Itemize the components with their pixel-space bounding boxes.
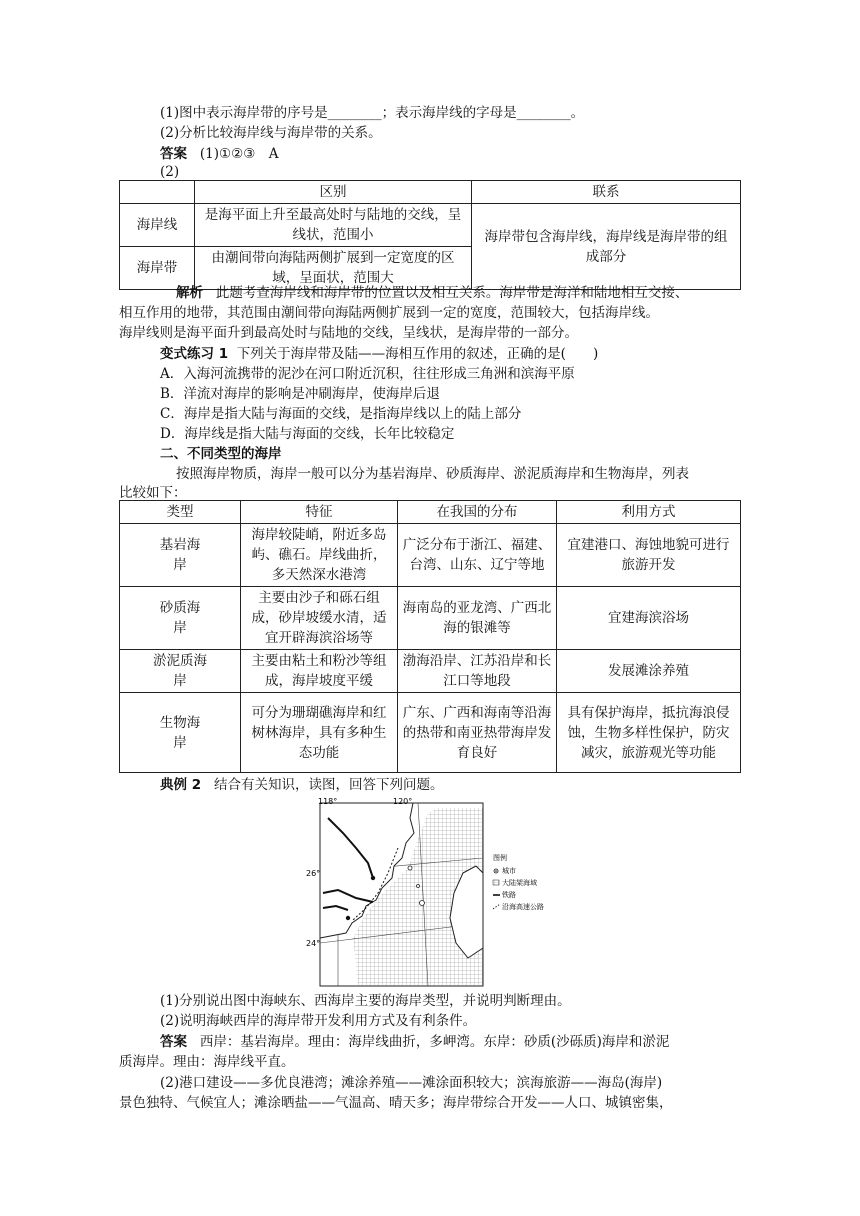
option-c: C．海岸是指大陆与海面的交线，是指海岸线以上的陆上部分 — [160, 406, 522, 422]
exercise-label: 变式练习 1 — [160, 346, 229, 362]
table2-dist: 广东、广西和海南等沿海的热带和南亚热带海岸发育良好 — [398, 693, 557, 773]
question-1: (1)图中表示海岸带的序号是________；表示海岸线的字母是________。 — [160, 105, 585, 121]
table2-type: 基岩海岸 — [120, 524, 241, 587]
option-a: A．入海河流携带的泥沙在河口附近沉积，往往形成三角洲和滨海平原 — [160, 366, 575, 382]
table1-header-difference: 区别 — [195, 181, 472, 204]
answer-line — [160, 144, 279, 164]
exercise-stem — [160, 344, 598, 364]
table2-use: 宜建港口、海蚀地貌可进行旅游开发 — [557, 524, 741, 587]
analysis-label: 解析 — [176, 285, 203, 301]
table2-feature: 主要由粘土和粉沙等组成，海岸坡度平缓 — [241, 650, 398, 693]
table2-use: 发展滩涂养殖 — [557, 650, 741, 693]
q2-answer-text: 西岸：基岩海岸。理由：海岸线曲折，多岬湾。东岸：砂质(沙砾质)海岸和淤泥 — [199, 1034, 670, 1050]
q2-question-2: (2)说明海峡西岸的海岸带开发利用方式及有利条件。 — [160, 1013, 477, 1029]
example-stem — [160, 775, 443, 795]
answer-text: (1)①②③ A — [199, 146, 279, 162]
q2-answer-line-1 — [160, 1032, 669, 1052]
legend-highway: 沿海高速公路 — [502, 903, 544, 911]
answer-2-label: (2) — [160, 164, 180, 180]
table2-feature: 主要由沙子和砾石组成，砂岸坡缓水清，适宜开辟海滨浴场等 — [241, 587, 398, 650]
table1-row-name: 海岸线 — [120, 204, 195, 247]
table2-type: 淤泥质海岸 — [120, 650, 241, 693]
exercise-text: 下列关于海岸带及陆——海相互作用的叙述，正确的是( ) — [236, 346, 599, 362]
table2-dist: 广泛分布于浙江、福建、台湾、山东、辽宁等地 — [398, 524, 557, 587]
highway-legend-icon — [493, 904, 500, 909]
q2-answer-line-4: 景色独特、气候宜人；滩涂晒盐——气温高、晴天多；海岸带综合开发——人口、城镇密集， — [119, 1095, 673, 1111]
example-text: 结合有关知识，读图，回答下列问题。 — [213, 777, 444, 793]
table2-use: 具有保护海岸，抵抗海浪侵蚀，生物多样性保护，防灾减灾，旅游观光等功能 — [557, 693, 741, 773]
table2-header: 利用方式 — [557, 501, 741, 524]
q2-question-1: (1)分别说出图中海峡东、西海岸主要的海岸类型，并说明判断理由。 — [160, 993, 571, 1009]
question-2: (2)分析比较海岸线与海岸带的关系。 — [160, 125, 382, 141]
lon-label-1: 118° — [318, 797, 338, 806]
section-intro-1: 按照海岸物质，海岸一般可以分为基岩海岸、砂质海岸、淤泥质海岸和生物海岸，列表 — [176, 466, 689, 482]
table2-dist: 渤海沿岸、江苏沿岸和长江口等地段 — [398, 650, 557, 693]
q2-answer-line-2: 质海岸。理由：海岸线平直。 — [119, 1054, 295, 1070]
table2-dist: 海南岛的亚龙湾、广西北海的银滩等 — [398, 587, 557, 650]
option-b: B．洋流对海岸的影响是冲刷海岸，使海岸后退 — [160, 386, 440, 402]
analysis-line-2: 相互作用的地带，其范围由潮间带向海陆两侧扩展到一定的宽度，范围较大，包括海岸线。 — [119, 305, 659, 321]
section-intro-2: 比较如下： — [119, 485, 187, 501]
table1-relation: 海岸带包含海岸线，海岸线是海岸带的组成部分 — [472, 204, 741, 290]
table2-type: 砂质海岸 — [120, 587, 241, 650]
legend-title: 图例 — [493, 854, 507, 862]
example-label: 典例 2 — [160, 777, 202, 793]
lat-label-1: 26° — [306, 869, 321, 878]
table1-header-relation: 联系 — [472, 181, 741, 204]
legend-city: 城市 — [502, 867, 516, 875]
table2-use: 宜建海滨浴场 — [557, 587, 741, 650]
legend-shelf: 大陆架海域 — [502, 879, 537, 887]
q2-answer-label: 答案 — [160, 1034, 187, 1050]
table2-feature: 海岸较陡峭，附近多岛屿、礁石。岸线曲折，多天然深水港湾 — [241, 524, 398, 587]
table2-feature: 可分为珊瑚礁海岸和红树林海岸，具有多种生态功能 — [241, 693, 398, 773]
lat-label-2: 24° — [306, 939, 321, 948]
table1-header-empty — [120, 181, 195, 204]
coastline-comparison-table — [119, 180, 741, 290]
option-d: D．海岸线是指大陆与海面的交线，长年比较稳定 — [160, 426, 455, 442]
q2-answer-line-3: (2)港口建设——多优良港湾；滩涂养殖——滩涂面积较大；滨海旅游——海岛(海岸) — [160, 1075, 663, 1091]
table2-header: 类型 — [120, 501, 241, 524]
map-legend — [493, 853, 544, 911]
table2-type: 生物海岸 — [120, 693, 241, 773]
lon-label-2: 120° — [393, 797, 413, 806]
shelf-legend-icon — [493, 880, 499, 885]
answer-label: 答案 — [160, 146, 187, 162]
legend-rail: 铁路 — [502, 891, 516, 899]
table1-row-diff: 是海平面上升至最高处时与陆地的交线，呈线状，范围小 — [195, 204, 472, 247]
coast-types-table — [119, 500, 741, 773]
taiwan-strait-map — [306, 797, 614, 988]
analysis-line-1 — [176, 283, 688, 303]
analysis-text: 此题考查海岸线和海岸带的位置以及相互关系。海岸带是海洋和陆地相互交接、 — [215, 285, 689, 301]
table1-row-diff: 由潮间带向海陆两侧扩展到一定宽度的区域，呈面状，范围大 — [195, 247, 472, 290]
table2-header: 特征 — [241, 501, 398, 524]
table2-header: 在我国的分布 — [398, 501, 557, 524]
analysis-line-3: 海岸线则是海平面升到最高处时与陆地的交线，呈线状，是海岸带的一部分。 — [119, 325, 578, 341]
section-title: 二、不同类型的海岸 — [160, 446, 282, 462]
table1-row-name: 海岸带 — [120, 247, 195, 290]
